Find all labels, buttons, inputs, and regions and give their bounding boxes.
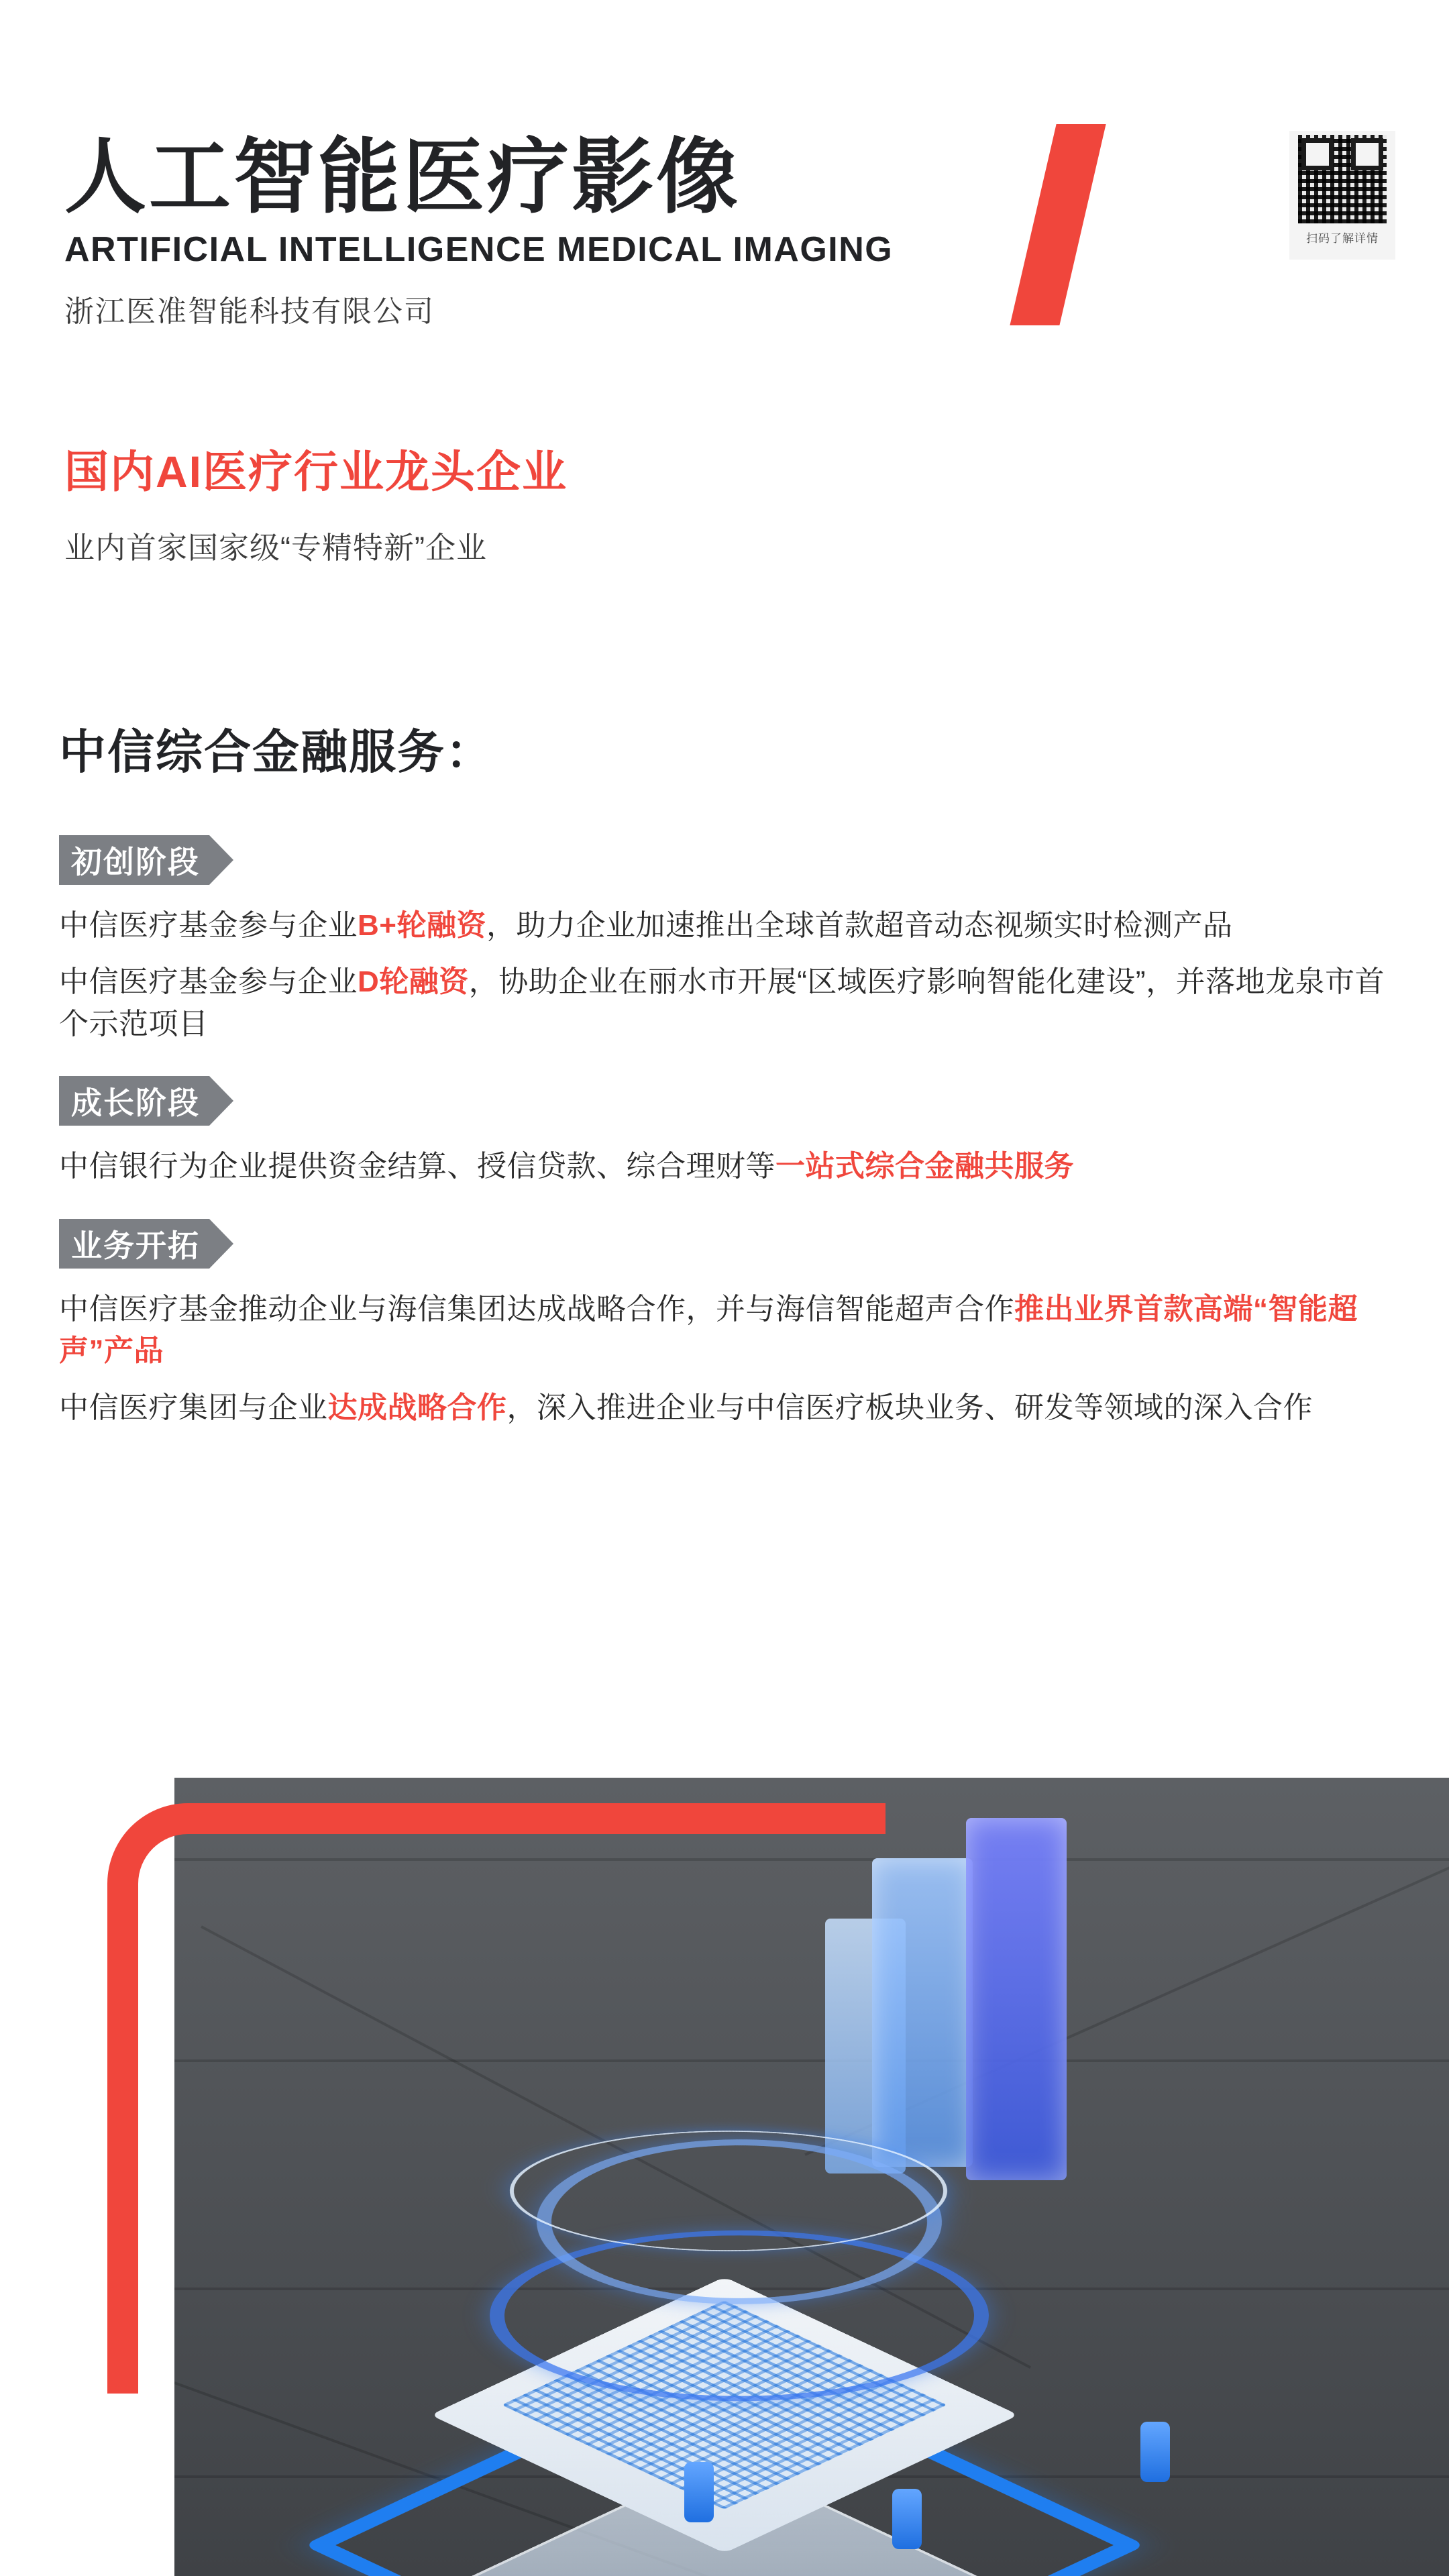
paragraph-part: 中信医疗基金参与企业 (59, 965, 358, 999)
stages-container (59, 835, 1394, 1436)
stage-tag: 成长阶段 (59, 1076, 209, 1126)
spacer (59, 1052, 1394, 1076)
stage-tag: 初创阶段 (59, 835, 209, 885)
paragraph-highlight: 推出业界首款高端“智能超声”产品 (59, 1292, 1358, 1368)
stage-paragraph (59, 1387, 1394, 1429)
paragraph-highlight: 达成战略合作 (327, 1391, 507, 1424)
product-illustration (0, 1778, 1449, 2576)
qr-caption: 扫码了解详情 (1306, 232, 1379, 245)
data-tower (872, 1858, 973, 2167)
device-pin (684, 2462, 714, 2522)
qr-code-block[interactable] (1289, 131, 1395, 260)
stage-paragraph (59, 1289, 1394, 1373)
spacer (59, 1195, 1394, 1219)
lead-headline: 国内AI医疗行业龙头企业 (64, 447, 568, 496)
paragraph-highlight: B+轮融资 (358, 909, 486, 942)
paragraph-part: ，协助企业在丽水市开展“区域医疗影响智能化建设”，并落地龙泉市首个示范项目 (59, 965, 1385, 1040)
stage-paragraph (59, 1146, 1394, 1187)
stage-block (59, 835, 1394, 1045)
section-title: 中信综合金融服务： (59, 726, 494, 778)
poster-header (64, 131, 1339, 330)
data-tower (966, 1818, 1067, 2180)
lead-subline: 业内首家国家级“专精特新”企业 (64, 531, 487, 565)
paragraph-part: ，深入推进企业与中信医疗板块业务、研发等领域的深入合作 (506, 1391, 1313, 1424)
device-pin (892, 2489, 922, 2549)
paragraph-highlight: 一站式综合金融共服务 (775, 1150, 1074, 1183)
page-title: 人工智能医疗影像 (64, 131, 741, 223)
paragraph-part: 中信银行为企业提供资金结算、授信贷款、综合理财等 (59, 1150, 775, 1183)
stage-block (59, 1219, 1394, 1429)
paragraph-part: 中信医疗基金推动企业与海信集团达成战略合作，并与海信智能超声合作 (59, 1292, 1014, 1326)
device-pin (1140, 2422, 1170, 2482)
paragraph-part: 中信医疗基金参与企业 (59, 909, 358, 942)
company-name: 浙江医准智能科技有限公司 (64, 295, 435, 329)
stage-tag: 业务开拓 (59, 1219, 209, 1269)
stage-paragraph (59, 905, 1394, 947)
stage-block (59, 1076, 1394, 1187)
qr-code-icon (1298, 135, 1387, 223)
page-title-english: ARTIFICIAL INTELLIGENCE MEDICAL IMAGING (64, 230, 894, 270)
stage-paragraph (59, 961, 1394, 1045)
paragraph-part: 中信医疗集团与企业 (59, 1391, 328, 1424)
paragraph-part: ，助力企业加速推出全球首款超音动态视频实时检测产品 (486, 909, 1233, 942)
paragraph-highlight: D轮融资 (358, 965, 469, 999)
